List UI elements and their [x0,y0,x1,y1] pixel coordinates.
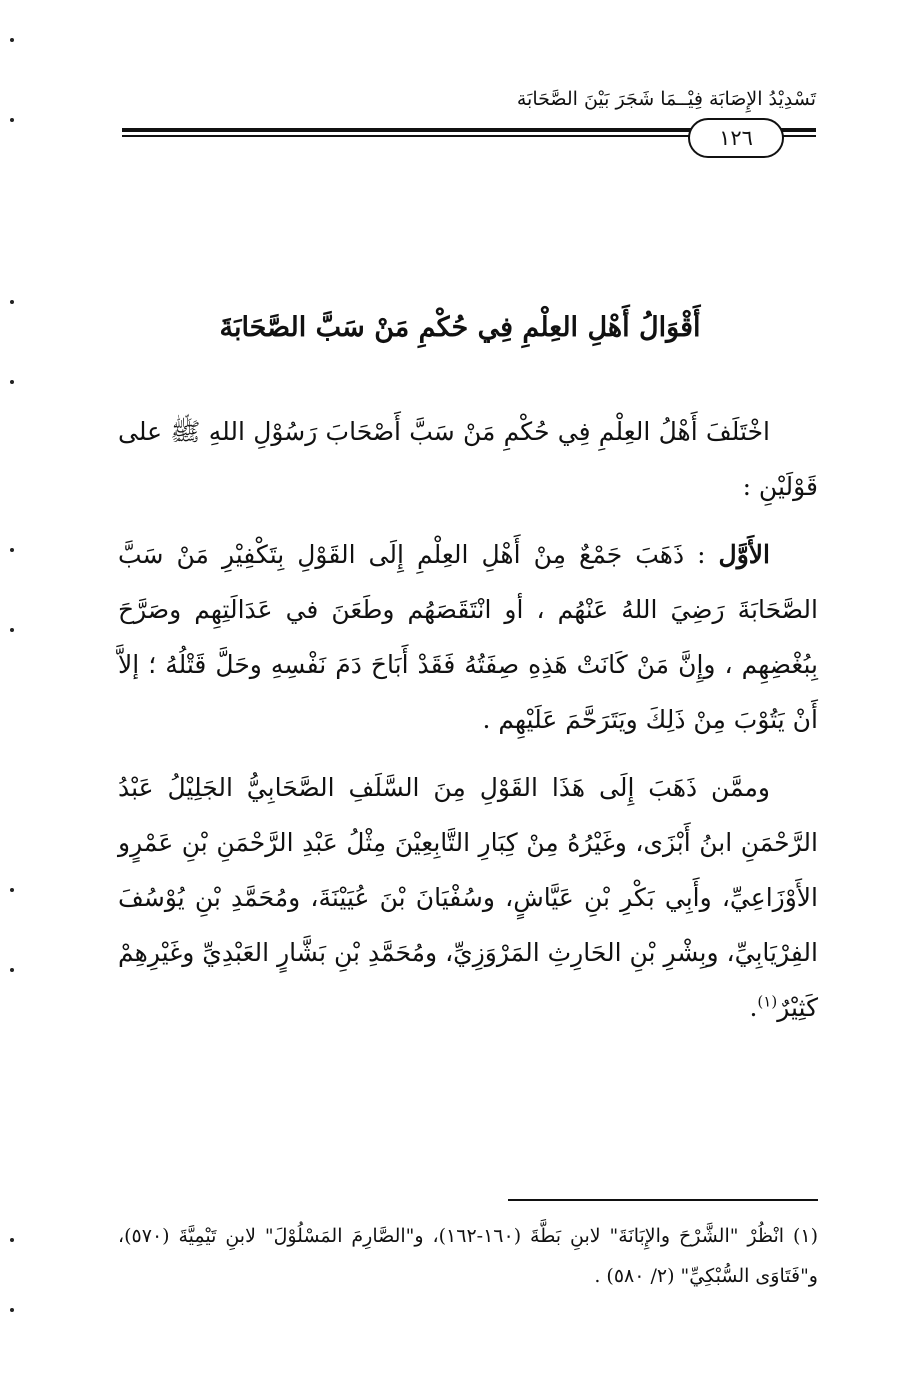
running-title: تَسْدِيْدُ الإِصَابَة فِيْــمَا شَجَرَ بَيْنَ الصَّحَابَة [516,88,816,110]
paragraph-proponents [118,760,818,1035]
proponents-text: وممَّن ذَهَبَ إِلَى هَذَا القَوْلِ مِنَ السَّلَفِ الصَّحَابِيُّ الجَلِيْلُ عَبْدُ الرَّحْمَنِ ابنُ أَبْزَى، وغَيْرُهُ مِنْ كِبَارِ التَّابِعِيْنَ مِثْلُ عَبْدِ الرَّحْمَنِ بْنِ عَمْرٍو الأَوْزَاعِيِّ، وأَبِي بَكْرِ بْنِ عَيَّاشٍ، وسُفْيَانَ بْنَ عُيَيْنَةَ، ومُحَمَّدِ بْنِ يُوْسُفَ الفِرْيَابِيِّ، وبِشْرِ بْنِ الحَارِثِ المَرْوَزِيِّ، ومُحَمَّدِ بْنِ بَشَّارٍ العَبْدِيِّ وغَيْرِهِمْ كَثِيْرٌ [118,773,818,1022]
section-heading: أَقْوَالُ أَهْلِ العِلْمِ فِي حُكْمِ مَنْ سَبَّ الصَّحَابَةَ [219,312,701,343]
proponents-tail: . [749,993,758,1022]
margin-speck [10,548,14,552]
paragraph-intro [118,404,818,514]
footnote-reference[interactable]: (١) [757,992,778,1011]
margin-speck [10,118,14,122]
margin-speck [10,300,14,304]
margin-speck [10,888,14,892]
margin-speck [10,38,14,42]
margin-speck [10,1238,14,1242]
margin-speck [10,628,14,632]
page-number: ١٢٦ [688,118,784,158]
footnote-separator [508,1199,818,1201]
paragraph-first-opinion [118,527,818,747]
margin-speck [10,968,14,972]
paragraph-intro-text: اخْتَلَفَ أَهْلُ العِلْمِ فِي حُكْمِ مَنْ سَبَّ أَصْحَابَ رَسُوْلِ اللهِ ﷺ على قَوْلَيْنِ : [118,417,818,501]
margin-speck [10,1308,14,1312]
margin-speck [10,380,14,384]
footnote-1: (١) انْظُرْ "الشَّرْحَ والإِبَانَةَ" لابنِ بَطَّةَ (١٦٠-١٦٢)، و"الصَّارِمَ المَسْلُوْلَ" لابنِ تَيْمِيَّةَ (٥٧٠)، و"فَتَاوَى السُّبْكِيِّ" (٢/ ٥٨٠) . [118,1225,818,1287]
body-text [118,404,818,1048]
first-opinion-label: الأَوَّل [718,540,770,569]
first-opinion-text: : ذَهَبَ جَمْعٌ مِنْ أَهْلِ العِلْمِ إِلَى القَوْلِ بِتَكْفِيْرِ مَنْ سَبَّ الصَّحَابَةَ رَضِيَ اللهُ عَنْهُم ، أو انْتَقَصَهُم وطَعَنَ في عَدَالَتِهِم وصَرَّحَ بِبُغْضِهِم ، وإِنَّ مَنْ كَانَتْ هَذِهِ صِفَتُهُ فَقَدْ أَبَاحَ دَمَ نَفْسِهِ وحَلَّ قَتْلُهُ ؛ إلاَّ أَنْ يَتُوْبَ مِنْ ذَلِكَ ويَتَرَحَّمَ عَلَيْهِم . [118,540,818,734]
